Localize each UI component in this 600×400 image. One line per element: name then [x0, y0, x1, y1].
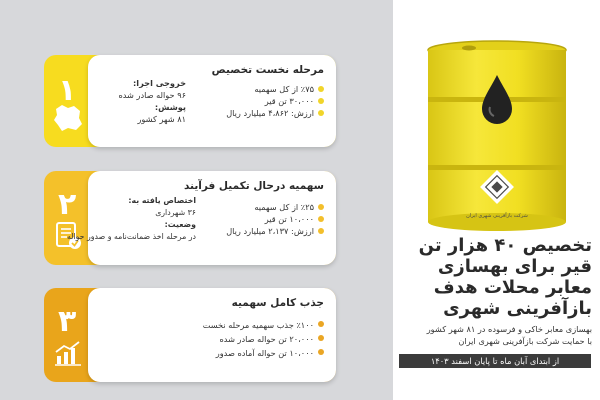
detail-label: پوشش:	[154, 102, 186, 112]
detail-label: خروجی اجرا:	[133, 78, 186, 88]
card-number: ۳	[58, 304, 77, 339]
subheadline	[398, 323, 592, 347]
card-number: ۲	[58, 187, 77, 222]
card-number: ۱	[58, 73, 77, 108]
card-stage-one	[44, 55, 336, 147]
list-item: ۱۰،۰۰۰ تن حواله آماده صدور	[203, 346, 324, 360]
card-stage-three	[44, 288, 336, 382]
detail-value: ۹۶ حواله صادر شده	[118, 90, 186, 100]
list-item: ارزش: ۲،۱۳۷ میلیارد ریال	[226, 225, 324, 237]
subheadline-line: بهسازی معابر خاکی و فرسوده در ۸۱ شهر کشور	[426, 324, 592, 334]
card-stage-two	[44, 171, 336, 265]
list-item: ۲۰،۰۰۰ تن حواله صادر شده	[203, 332, 324, 346]
headline-line: قیر برای بهسازی	[437, 256, 592, 277]
detail-value: ۳۶ شهرداری	[155, 208, 196, 217]
stats-list	[203, 318, 324, 360]
date-range-bar: از ابتدای آبان ماه تا پایان اسفند ۱۴۰۳	[399, 354, 591, 368]
list-item: ۱۰،۰۰۰ تن قیر	[226, 213, 324, 225]
list-item: ارزش: ۴،۸۶۲ میلیارد ریال	[226, 107, 324, 119]
headline-line: بازآفرینی شهری	[443, 298, 592, 319]
bar-chart-icon	[54, 340, 82, 366]
list-item: ٪۱۰۰ جذب سهمیه مرحله نخست	[203, 318, 324, 332]
headline	[398, 235, 592, 319]
list-item: ٪۲۵ از کل سهمیه	[226, 201, 324, 213]
bitumen-barrel-icon	[424, 37, 570, 237]
list-item: ۳۰،۰۰۰ تن قیر	[226, 95, 324, 107]
list-item: ٪۷۵ از کل سهمیه	[226, 83, 324, 95]
iran-map-icon	[52, 103, 84, 133]
detail-value: ۸۱ شهر کشور	[137, 114, 186, 124]
details-list	[118, 77, 186, 125]
headline-line: تخصیص ۴۰ هزار تن	[418, 235, 592, 256]
stats-list	[226, 83, 324, 119]
detail-label: وضعیت:	[164, 220, 196, 229]
detail-value: در مرحله اخذ ضمانت‌نامه و صدور حواله	[66, 232, 196, 241]
stats-list	[226, 201, 324, 237]
headline-line: معابر محلات هدف	[433, 277, 592, 298]
detail-label: اختصاص یافته به:	[128, 196, 196, 205]
card-title: سهمیه درحال تکمیل فرآیند	[183, 180, 324, 192]
details-list	[67, 195, 196, 243]
card-title: مرحله نخست تخصیص	[211, 64, 324, 76]
subheadline-line: با حمایت شرکت بازآفرینی شهری ایران	[458, 336, 592, 346]
svg-text:شرکت بازآفرینی شهری ایران: شرکت بازآفرینی شهری ایران	[466, 213, 528, 219]
card-title: جذب کامل سهمیه	[231, 297, 324, 309]
